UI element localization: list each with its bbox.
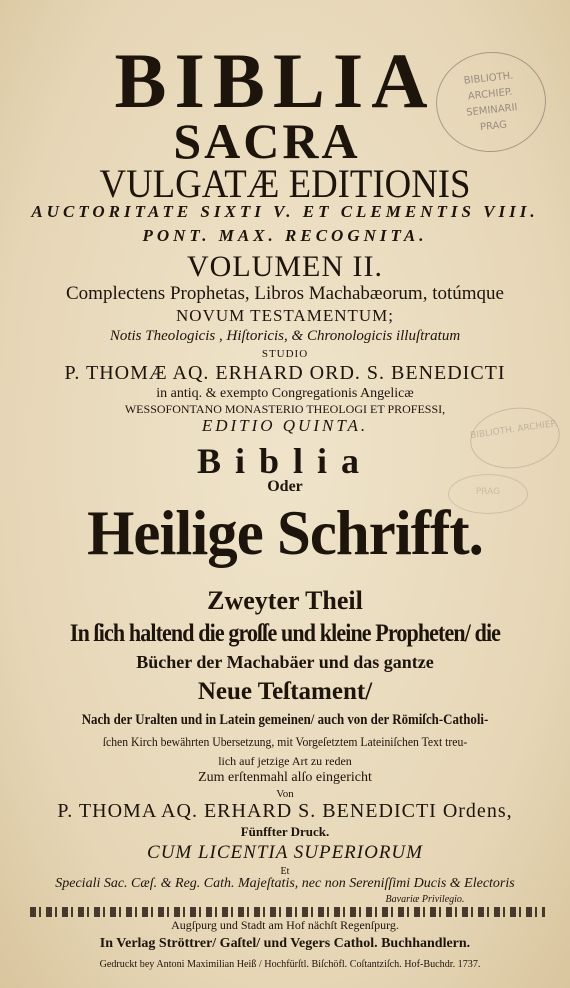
stamp-line: PRAG bbox=[479, 119, 508, 134]
studio-line: STUDIO bbox=[261, 348, 309, 360]
imprint-place-line: Augſpurg und Stadt am Hof nächſt Regenſpurg. bbox=[171, 918, 399, 932]
ornament-rule bbox=[30, 907, 545, 917]
oder-line: Oder bbox=[267, 478, 303, 495]
volume-heading: VOLUMEN II. bbox=[187, 250, 383, 283]
author-latin-line: P. THOMÆ AQ. ERHARD ORD. S. BENEDICTI bbox=[64, 362, 506, 384]
printer-line: Gedruckt bey Antoni Maximilian Heiß / Hochfürſtl. Biſchöfl. Coſtantziſch. Hof-Buchdr. 1737. bbox=[99, 958, 481, 970]
auctoritate-line: AUCTORITATE SIXTI V. ET CLEMENTIS VIII. bbox=[31, 202, 539, 221]
monastery-line: WESSOFONTANO MONASTERIO THEOLOGI ET PROFESSI, bbox=[124, 402, 446, 416]
title-heilige-schrifft: Heilige Schrifft. bbox=[87, 497, 483, 568]
privilege-line: Speciali Sac. Cæſ. & Reg. Cath. Majeſtatis, nec non Sereniſſimi Ducis & Electoris bbox=[55, 876, 515, 891]
library-stamp-faint-2 bbox=[448, 474, 528, 514]
pont-max-line: PONT. MAX. RECOGNITA. bbox=[142, 226, 428, 245]
title-biblia-fraktur: Biblia bbox=[196, 441, 374, 481]
stamp-line: BIBLIOTH. bbox=[463, 70, 514, 87]
publisher-line: In Verlag Ströttrer/ Gaſtel/ und Vegers Cathol. Buchhandlern. bbox=[99, 936, 471, 951]
stamp-line: PRAG bbox=[475, 487, 501, 497]
stamp-line: SEMINARII bbox=[465, 102, 519, 119]
cum-licentia-line: CUM LICENTIA SUPERIORUM bbox=[147, 842, 423, 863]
author-german-line: P. THOMA AQ. ERHARD S. BENEDICTI Ordens, bbox=[57, 800, 513, 822]
neue-testament-line: Neue Teſtament/ bbox=[197, 678, 373, 705]
stamp-line: ARCHIEP. bbox=[467, 86, 514, 103]
edition-line: EDITIO QUINTA. bbox=[201, 416, 369, 435]
title-vulgatae-editionis: VULGATÆ EDITIONIS bbox=[99, 161, 471, 206]
stamp-line: BIBLIOTH. ARCHIEP. bbox=[469, 419, 559, 442]
novum-testamentum-line: NOVUM TESTAMENTUM; bbox=[176, 306, 394, 325]
complectens-line: Complectens Prophetas, Libros Machabæorum, totúmque bbox=[66, 283, 504, 304]
in-sich-haltend-line: In ſich haltend die groſſe und kleine Propheten/ die bbox=[69, 620, 501, 647]
zweyter-theil-line: Zweyter Theil bbox=[207, 586, 363, 615]
buecher-line: Bücher der Machabäer und das gantze bbox=[136, 652, 434, 672]
notis-line: Notis Theologicis , Hiſtoricis, & Chronologicis illuſtratum bbox=[109, 328, 461, 344]
translation-line-2: ſchen Kirch bewährten Ubersetzung, mit Vorgeſetztem Lateiniſchen Text treu- bbox=[102, 734, 468, 749]
title-sacra: SACRA bbox=[173, 113, 361, 169]
von-line: Von bbox=[276, 788, 294, 800]
et-line: Et bbox=[280, 866, 290, 877]
zum-erstenmahl-line: Zum erſtenmahl alſo eingericht bbox=[198, 770, 372, 785]
translation-line-3: lich auf jetzige Art zu reden bbox=[218, 754, 352, 768]
title-biblia: BIBLIA bbox=[114, 37, 436, 124]
translation-line-1: Nach der Uralten und in Latein gemeinen/ auch von der Römiſch-Catholi- bbox=[81, 712, 489, 728]
bavaria-privilegio-line: Bavariæ Privilegio. bbox=[385, 894, 465, 905]
fuenffter-druck-line: Fünffter Druck. bbox=[240, 824, 330, 839]
congregation-line: in antiq. & exempto Congregationis Angelicæ bbox=[156, 386, 414, 401]
